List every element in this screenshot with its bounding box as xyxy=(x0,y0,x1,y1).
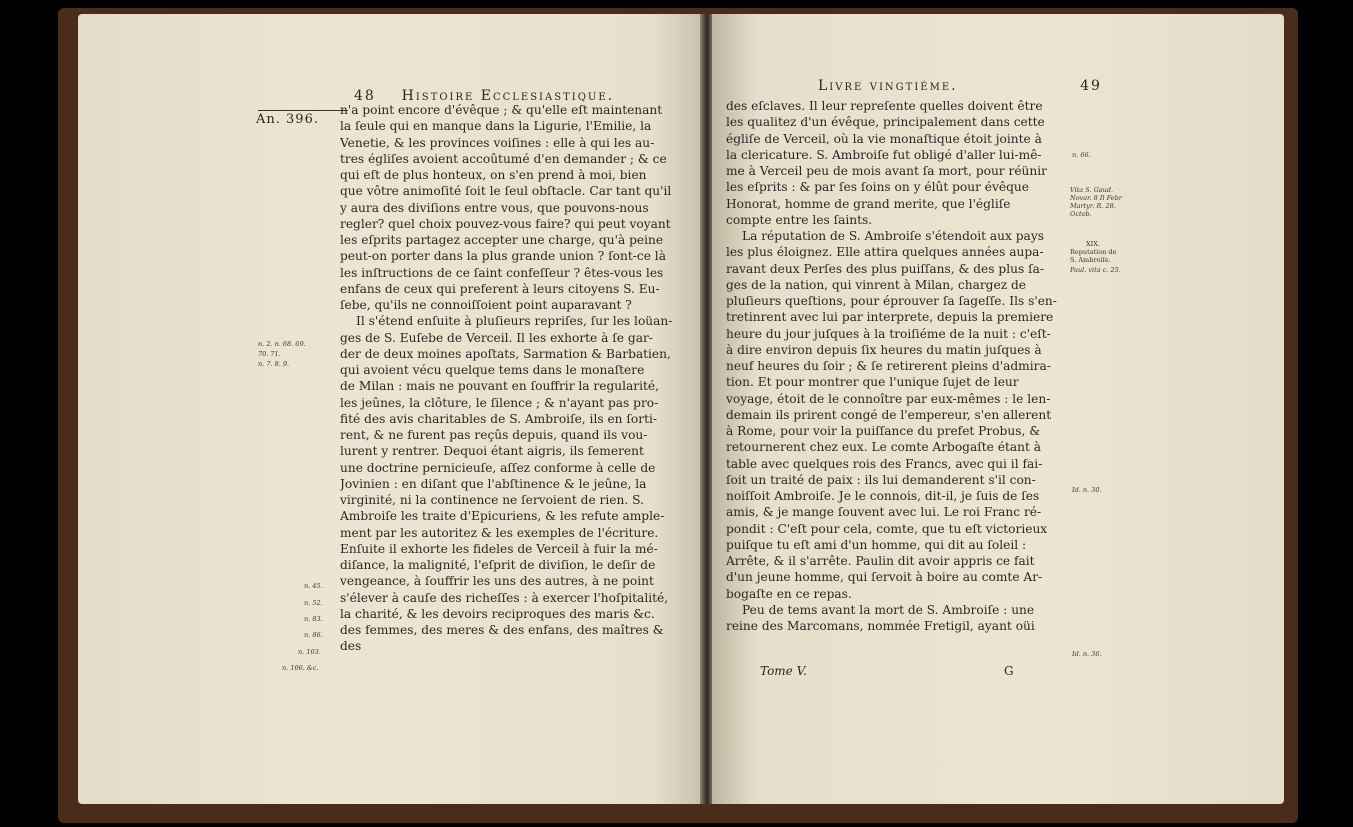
text-line: une doctrine pernicieuſe, aſſez conforme à celle de xyxy=(340,460,656,475)
text-line: ſebe, qu'ils ne connoiſſoient point auparavant ? xyxy=(340,298,632,312)
text-line: Honorat, homme de grand merite, que l'égliſe xyxy=(726,196,1011,211)
left-page xyxy=(78,14,702,804)
left-page-number: 48 xyxy=(354,88,376,104)
right-body-text xyxy=(726,98,1066,634)
text-line: les plus éloignez. Elle attira quelques années aupa- xyxy=(726,245,1044,260)
text-line: pondit : C'eſt pour cela, comte, que tu eſt victorieux xyxy=(726,521,1048,536)
text-line: à dire environ depuis ſix heures du matin juſques à xyxy=(726,342,1042,357)
text-line: à Rome, pour voir la puiſſance du prefet Probus, & xyxy=(726,424,1041,438)
margin-note: Id. n. 30. xyxy=(1072,486,1102,494)
text-line: enfans de ceux qui preferent à leurs citoyens S. Eu- xyxy=(340,281,660,296)
text-line: ges de la nation, qui vinrent à Milan, chargez de xyxy=(726,277,1026,292)
margin-note: n. 66. xyxy=(1072,151,1091,159)
text-line: que vôtre animoſité ſoit le ſeul obſtacle. Car tant qu'il xyxy=(340,184,672,199)
year-rule xyxy=(258,110,348,111)
margin-note: n. 7. 8. 9. xyxy=(258,360,290,368)
text-line: Ambroiſe les traite d'Epicuriens, & les refute ample- xyxy=(340,509,665,524)
text-line: diſance, la malignité, l'eſprit de diviſion, le deſir de xyxy=(340,558,656,572)
text-line: rent, & ne furent pas reçûs depuis, quand ils vou- xyxy=(340,428,648,442)
footer-volume: Tome V. xyxy=(760,664,807,678)
margin-note: 70. 71. xyxy=(258,350,281,358)
text-line: les jeûnes, la clôture, le ſilence ; & n'ayant pas pro- xyxy=(340,395,659,410)
text-line: peut-on porter dans la plus grande union ? ſont-ce là xyxy=(340,249,666,264)
margin-note: Paul. vita c. 25. xyxy=(1070,266,1121,274)
text-line: les eſprits partagez accepter une charge, qu'à peine xyxy=(340,233,664,247)
right-page-number: 49 xyxy=(1080,78,1102,94)
margin-note: Reputation de xyxy=(1070,248,1117,256)
text-line: Peu de tems avant la mort de S. Ambroiſe : une xyxy=(742,602,1035,617)
text-line: la ſeule qui en manque dans la Ligurie, l'Emilie, la xyxy=(340,119,652,134)
text-line: ment par les autoritez & les exemples de l'écriture. xyxy=(340,525,659,540)
margin-note: Martyr. R. 28. xyxy=(1070,202,1116,210)
text-line: égliſe de Verceil, où la vie monaſtique étoit jointe à xyxy=(726,131,1042,146)
text-line: retournerent chez eux. Le comte Arbogaſte étant à xyxy=(726,440,1042,455)
left-body-text xyxy=(340,102,695,655)
text-line: compte entre les ſaints. xyxy=(726,212,873,227)
text-line: lurent y rentrer. Dequoi étant aigris, ils ſemerent xyxy=(340,444,644,459)
text-line: tion. Et pour montrer que l'unique ſujet de leur xyxy=(726,375,1019,390)
text-line: y aura des diviſions entre vous, que pouvons-nous xyxy=(340,200,649,215)
margin-note: XIX. xyxy=(1086,240,1100,248)
text-line: ſoit un traité de paix : ils lui demanderent s'il con- xyxy=(726,472,1036,487)
text-line: qui eſt de plus honteux, on s'en prend à moi, bien xyxy=(340,168,647,182)
text-line: qui avoient vécu quelque tems dans le monaſtere xyxy=(340,363,645,377)
text-line: puiſque tu eſt ami d'un homme, qui dit au ſoleil : xyxy=(726,537,1027,552)
text-line: virginité, ni la continence ne ſervoient de rien. S. xyxy=(340,493,644,507)
text-line: d'un jeune homme, qui ſervoit à boire au comte Ar- xyxy=(726,570,1043,585)
text-line: s'élever à cauſe des richeſſes : à exercer l'hoſpitalité, xyxy=(340,590,669,605)
margin-note: Vita S. Gaud. xyxy=(1070,186,1114,194)
left-running-title: Histoire Ecclesiastique. xyxy=(401,88,615,104)
text-line: la charité, & les devoirs reciproques des maris &c. xyxy=(340,606,655,621)
text-line: les qualitez d'un évêque, principalement dans cette xyxy=(726,115,1045,130)
text-line: me à Verceil peu de mois avant ſa mort, pour réünir xyxy=(726,164,1047,178)
margin-note: Octob. xyxy=(1070,210,1092,218)
text-line: tres égliſes avoient accoûtumé d'en demander ; & ce xyxy=(340,151,667,166)
text-line: des xyxy=(340,639,362,654)
text-line: fité des avis charitables de S. Ambroiſe, ils en ſorti- xyxy=(340,411,657,426)
text-line: Venetie, & les provinces voiſines : elle à qui les au- xyxy=(340,135,655,150)
footer-signature: G xyxy=(1004,664,1014,678)
right-page xyxy=(712,14,1284,804)
text-line: demain ils prirent congé de l'empereur, s'en allerent xyxy=(726,407,1052,422)
text-line: Jovinien : en diſant que l'abſtinence & le jeûne, la xyxy=(340,476,647,491)
text-line: table avec quelques rois des Francs, avec qui il fai- xyxy=(726,456,1043,471)
text-line: heure du jour juſques à la troiſiéme de la nuit : c'eſt- xyxy=(726,326,1051,341)
text-line: bogaſte en ce repas. xyxy=(726,586,852,601)
right-running-head xyxy=(818,78,1102,94)
text-line: n'a point encore d'évêque ; & qu'elle eſt maintenant xyxy=(340,103,663,117)
text-line: des femmes, des meres & des enfans, des maîtres & xyxy=(340,623,664,637)
text-line: voyage, étoit de le connoître par eux-mêmes : le len- xyxy=(726,391,1051,406)
margin-note: n. 83. xyxy=(304,615,323,623)
text-line: ravant deux Perſes des plus puiſſans, & des plus ſa- xyxy=(726,261,1044,276)
text-line: la clericature. S. Ambroiſe fut obligé d'aller lui-mê- xyxy=(726,147,1042,162)
text-line: pluſieurs queſtions, pour éprouver ſa ſageſſe. Ils s'en- xyxy=(726,294,1057,308)
text-line: regler? quel choix pouvez-vous faire? qui peut voyant xyxy=(340,216,671,231)
text-line: tretinrent avec lui par interprete, depuis la premiere xyxy=(726,310,1054,325)
text-line: amis, & je mange ſouvent avec lui. Le roi Franc ré- xyxy=(726,505,1042,520)
margin-note: Id. n. 36. xyxy=(1072,650,1102,658)
text-line: des eſclaves. Il leur repreſente quelles doivent être xyxy=(726,99,1043,113)
right-running-title: Livre vingtiéme. xyxy=(818,78,958,94)
text-line: La réputation de S. Ambroiſe s'étendoit aux pays xyxy=(742,229,1044,243)
margin-note: S. Ambroiſe. xyxy=(1070,256,1111,264)
text-line: der de deux moines apoſtats, Sarmation & Barbatien, xyxy=(340,346,671,361)
margin-note: n. 86. xyxy=(304,631,323,639)
text-line: vengeance, à ſouffrir les uns des autres, à ne point xyxy=(340,574,654,589)
text-line: ges de S. Euſebe de Verceil. Il les exhorte à ſe gar- xyxy=(340,330,653,345)
margin-note: n. 2. n. 68. 69. xyxy=(258,340,306,348)
text-line: Arrête, & il s'arrête. Paulin dit avoir appris ce fait xyxy=(726,554,1035,568)
text-line: Il s'étend enſuite à pluſieurs repriſes, ſur les loüan- xyxy=(356,314,673,329)
margin-note: n. 106. &c. xyxy=(282,664,319,672)
year-label: An. 396. xyxy=(256,112,319,127)
text-line: de Milan : mais ne pouvant en ſouffrir la regularité, xyxy=(340,379,659,394)
text-line: reine des Marcomans, nommée Fretigil, ayant oüi xyxy=(726,619,1035,633)
text-line: les inſtructions de ce ſaint confeſſeur ? êtes-vous les xyxy=(340,265,664,280)
margin-note: Novar. 8 Il Febr xyxy=(1070,194,1122,202)
margin-note: n. 103. xyxy=(298,648,321,656)
margin-note: n. 45. xyxy=(304,582,323,590)
text-line: Enſuite il exhorte les fideles de Verceil à fuir la mé- xyxy=(340,541,658,556)
text-line: neuf heures du ſoir ; & ſe retirerent pleins d'admira- xyxy=(726,359,1051,373)
margin-note: n. 52. xyxy=(304,599,323,607)
text-line: les eſprits : & par ſes ſoins on y élût pour évêque xyxy=(726,180,1029,195)
text-line: noiſſoit Ambroiſe. Je le connois, dit-il, je ſuis de ſes xyxy=(726,489,1040,503)
